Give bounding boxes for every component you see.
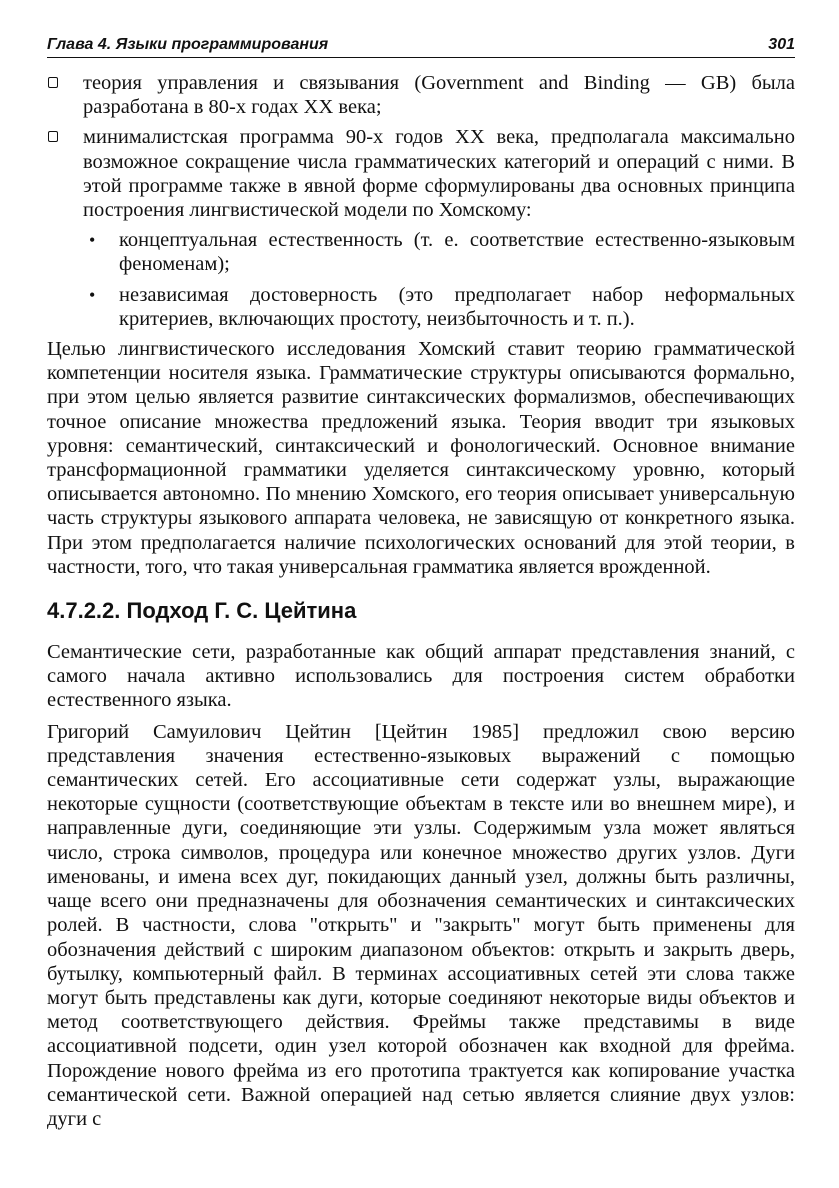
bullet-dot-icon: • — [89, 284, 96, 305]
list-item — [83, 283, 795, 331]
paragraph: Целью лингвистического исследования Хомский ставит теорию грамматической компетенции носителя языка. Грамматические структуры описываются формально, при этом целью является развитие синтаксических формализмов, обеспечивающих точное описание множества предложений языка. Теория вводит три языковых уровня: семантический, синтаксический и фонологический. Основное внимание трансформационной грамматики уделяется синтаксическому уровню, который описывается автономно. По мнению Хомского, его теория описывает универсальную часть структуры языкового аппарата человека, не зависящую от конкретного языка. При этом предполагается наличие психологических оснований для этой теории, в частности, того, что такая универсальная грамматика является врожденной. — [47, 338, 795, 578]
chapter-title: Глава 4. Языки программирования — [47, 36, 329, 53]
list-item-text: теория управления и связывания (Government and Binding — GB) была разработана в 80-х годах XX века; — [83, 72, 795, 119]
list-item — [83, 228, 795, 276]
paragraph: Семантические сети, разработанные как общий аппарат представления знаний, с самого начала активно использовались для построения систем обработки естественного языка. — [47, 641, 795, 712]
section-heading: 4.7.2.2. Подход Г. С. Цейтина — [47, 598, 357, 624]
dot-bullet-list — [83, 228, 795, 331]
list-item — [47, 125, 795, 331]
square-bullet-list — [47, 71, 795, 331]
bullet-dot-icon: • — [89, 230, 96, 251]
list-item — [47, 71, 795, 119]
square-bullet-icon — [48, 77, 58, 88]
paragraph: Григорий Самуилович Цейтин [Цейтин 1985] предложил свою версию представления значения естественно-языковых выражений с помощью семантических сетей. Его ассоциативные сети содержат узлы, выражающие некоторые сущности (соответствующие объектам в тексте или во внешнем мире), и направленные дуги, соединяющие эти узлы. Содержимым узла может являться число, строка символов, процедура или конечное множество других узлов. Дуги именованы, и имена всех дуг, покидающих данный узел, должны быть различны, чаще всего они предназначены для обозначения семантических и синтаксических ролей. В частности, слова "открыть" и "закрыть" могут быть применены для обозначения действий с широким диапазоном объектов: открыть и закрыть дверь, бутылку, компьютерный файл. В терминах ассоциативных сетей эти слова также могут быть представлены как дуги, которые соединяют некоторые виды объектов и метод соответствующего действия. Фреймы также представимы в виде ассоциативной подсети, один узел которой обозначен как входной для фрейма. Порождение нового фрейма из его прототипа трактуется как копирование участка семантической сети. Важной операцией над сетью является слияние двух узлов: дуги с — [47, 720, 795, 1130]
page-number: 301 — [768, 36, 795, 53]
list-item-text: концептуальная естественность (т. е. соответствие естественно-языковым феноменам); — [119, 229, 795, 276]
square-bullet-icon — [48, 131, 58, 142]
list-item-text: независимая достоверность (это предполагает набор неформальных критериев, включающих простоту, неизбыточность и т. п.). — [119, 283, 795, 330]
list-item-text: минималистская программа 90-х годов XX века, предполагала максимально возможное сокращение числа грамматических категорий и операций с ними. В этой программе также в явной форме сформулированы два основных принципа построения лингвистической модели по Хомскому: — [83, 126, 795, 222]
running-header — [47, 36, 795, 58]
